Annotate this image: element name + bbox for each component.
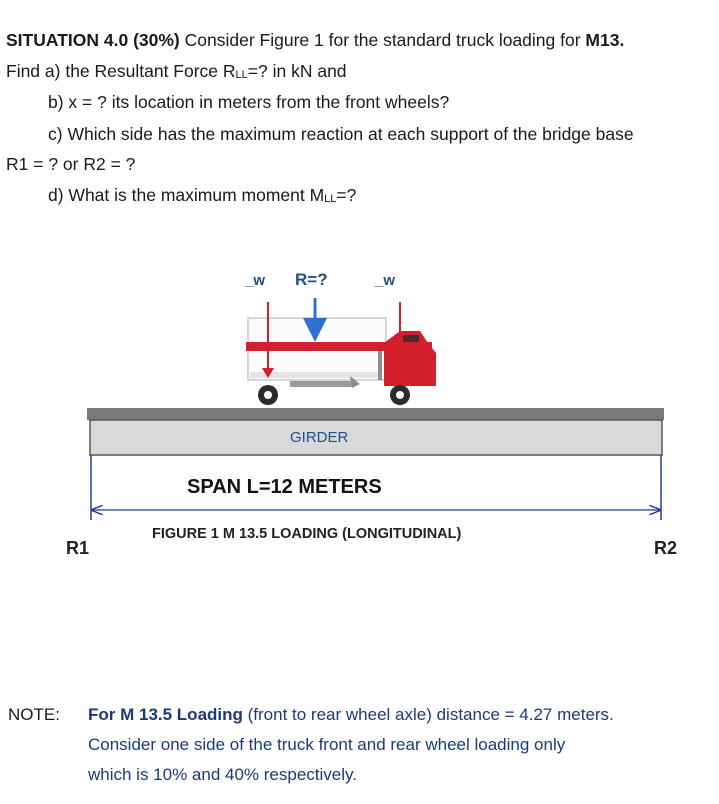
- rear-wheel: [258, 385, 278, 405]
- note-body: [88, 700, 713, 790]
- part-d-prefix: d) What is the maximum moment M: [48, 185, 325, 205]
- note-line-1: [88, 700, 713, 730]
- note-line-1-rest: (front to rear wheel axle) distance = 4.27 meters.: [242, 705, 614, 724]
- note-line-3: which is 10% and 40% respectively.: [88, 765, 357, 784]
- note-bold-text: For M 13.5 Loading: [88, 705, 243, 724]
- support-r2-label: R2: [654, 538, 678, 558]
- part-d-subscript: LL: [324, 193, 337, 205]
- part-c-line: c) Which side has the maximum reaction at each support of the bridge base: [48, 124, 634, 144]
- part-d-suffix: =?: [336, 185, 357, 205]
- resultant-label: R=?: [295, 270, 328, 289]
- part-c-continuation: R1 = ? or R2 = ?: [6, 154, 136, 174]
- girder-label: GIRDER: [290, 429, 349, 446]
- part-a-subscript: LL: [235, 69, 248, 81]
- note-label: NOTE:: [8, 705, 60, 724]
- situation-label: SITUATION 4.0: [6, 30, 129, 50]
- weight-percent: (30%): [133, 30, 180, 50]
- support-r1-label: R1: [66, 538, 90, 558]
- part-b-line: b) x = ? its location in meters from the front wheels?: [48, 92, 450, 112]
- load-beam: [246, 342, 432, 351]
- girder: [90, 420, 662, 455]
- front-wheel: [390, 385, 410, 405]
- truck-chassis: [290, 381, 352, 387]
- span-label: SPAN L=12 METERS: [187, 476, 382, 498]
- load-w-right-label: _w: [375, 272, 396, 289]
- part-a-suffix: =? in kN and: [247, 61, 347, 81]
- loading-name: M13.: [585, 30, 625, 50]
- part-a-prefix: Find a) the Resultant Force R: [6, 61, 236, 81]
- note-line-2: Consider one side of the truck front and rear wheel loading only: [88, 735, 566, 754]
- load-w-left-label: _w: [245, 272, 266, 289]
- intro-text: Consider Figure 1 for the standard truck loading for: [184, 30, 581, 50]
- figure-caption: FIGURE 1 M 13.5 LOADING (LONGITUDINAL): [152, 526, 462, 542]
- bridge-deck: [87, 408, 664, 420]
